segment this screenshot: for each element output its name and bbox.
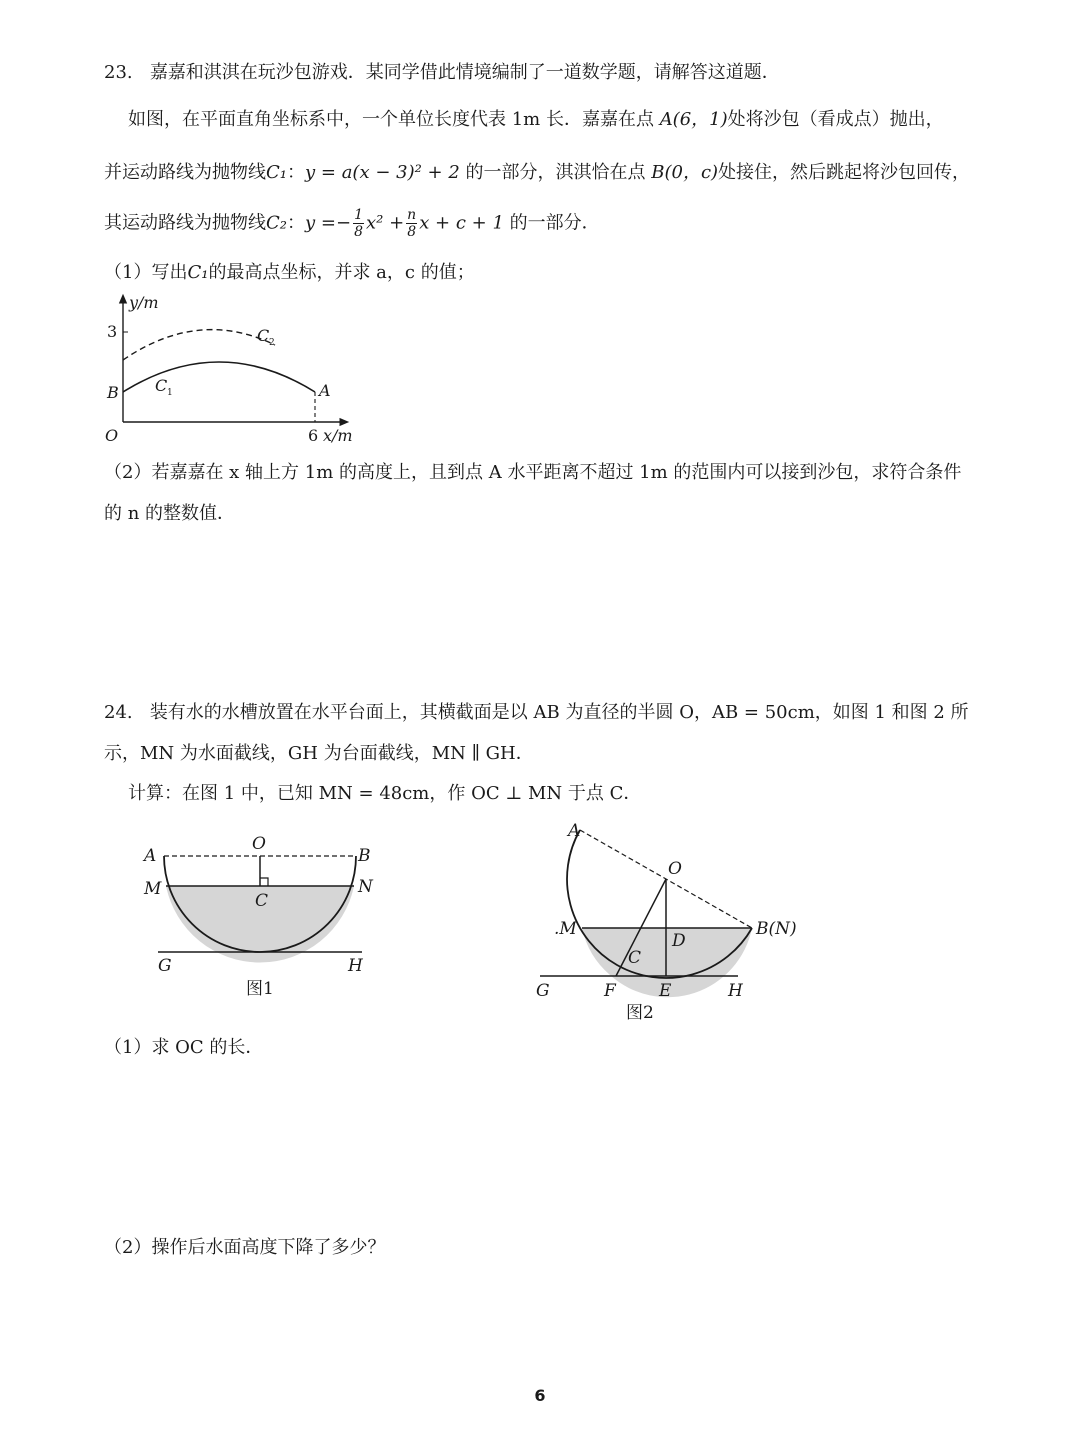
point-b-label: B bbox=[107, 383, 119, 402]
q24-number: 24. bbox=[104, 702, 133, 723]
fig2-label-m: .M bbox=[554, 919, 577, 939]
fig1-label-b: B bbox=[358, 846, 371, 866]
q23-intro: 嘉嘉和淇淇在玩沙包游戏．某同学借此情境编制了一道数学题，请解答这道题． bbox=[149, 62, 780, 83]
q23-part1 bbox=[104, 264, 475, 282]
fig1-label-a: A bbox=[144, 846, 157, 866]
fig1-right-angle bbox=[260, 878, 268, 886]
page-number: 6 bbox=[534, 1386, 546, 1405]
q24-part1: （1）求 OC 的长． bbox=[104, 1037, 264, 1058]
q23-part1-pre: （1）写出 bbox=[104, 262, 188, 283]
fig1-label-n: N bbox=[358, 877, 373, 897]
q23-equation-1: y = a(x − 3)² + 2 bbox=[305, 162, 460, 183]
q24-part2: （2）操作后水面高度下降了多少？ bbox=[104, 1237, 386, 1258]
parabola-graph bbox=[95, 292, 365, 452]
fraction-1-numerator: 1 bbox=[354, 207, 363, 223]
parabola-c1 bbox=[123, 362, 315, 392]
c2-subscript: 2 bbox=[269, 338, 275, 348]
q24-line3: 计算：在图 1 中，已知 MN = 48cm，作 OC ⊥ MN 于点 C． bbox=[128, 783, 642, 804]
parabola-c2 bbox=[123, 330, 275, 360]
y-tick-label: 3 bbox=[107, 322, 118, 341]
fig1-label-c: C bbox=[255, 891, 269, 911]
q23-line2-post: 处接住，然后跳起将沙包回传， bbox=[718, 162, 971, 183]
q23-c1: C₁ bbox=[266, 162, 287, 183]
figure-1 bbox=[140, 828, 380, 1008]
fig2-caption: 图2 bbox=[626, 1003, 654, 1023]
q23-number: 23. bbox=[104, 62, 133, 83]
q23-eq2-part-c: x + c + 1 bbox=[419, 212, 504, 234]
fig1-label-m: M bbox=[144, 879, 162, 899]
q23-line1 bbox=[128, 111, 944, 129]
q23-part1-c1: C₁ bbox=[187, 262, 209, 283]
q23-intro-line bbox=[104, 64, 780, 82]
q23-line1-pre: 如图，在平面直角坐标系中，一个单位长度代表 1m 长．嘉嘉在点 bbox=[128, 109, 660, 130]
fraction-1-denominator: 8 bbox=[354, 224, 363, 240]
fig2-label-c: C bbox=[628, 948, 642, 968]
fraction-n-eighth bbox=[406, 208, 417, 239]
q23-eq2-part-b: x² + bbox=[365, 212, 405, 234]
q23-point-a: A(6，1) bbox=[659, 109, 728, 130]
c1-label: C bbox=[155, 376, 168, 395]
q23-line1-post: 处将沙包（看成点）抛出， bbox=[727, 109, 944, 130]
x-axis-label: x/m bbox=[323, 426, 353, 445]
figure-2 bbox=[526, 816, 816, 1028]
x-tick-label: 6 bbox=[308, 426, 319, 445]
q23-part1-post: 的最高点坐标，并求 a，c 的值； bbox=[208, 262, 475, 283]
fig1-caption: 图1 bbox=[246, 979, 274, 999]
fraction-one-eighth bbox=[353, 208, 364, 239]
origin-label: O bbox=[105, 426, 119, 445]
q23-line3 bbox=[104, 208, 600, 239]
q24-line1 bbox=[104, 704, 969, 722]
fig1-label-g: G bbox=[158, 956, 172, 976]
q23-line2 bbox=[104, 164, 970, 182]
q23-c2: C₂ bbox=[266, 212, 287, 234]
q23-line3-post: 的一部分． bbox=[503, 212, 600, 234]
q23-line3-pre: 其运动路线为抛物线 bbox=[104, 212, 266, 234]
fig1-label-h: H bbox=[348, 956, 363, 976]
fraction-2-numerator: n bbox=[407, 207, 417, 223]
y-axis-label: y/m bbox=[129, 293, 159, 312]
q23-line2-colon: ： bbox=[287, 162, 305, 183]
fig2-label-a: A bbox=[568, 821, 581, 841]
fig2-label-d: D bbox=[672, 931, 686, 951]
q23-point-b: B(0，c) bbox=[651, 162, 719, 183]
fig2-label-g: G bbox=[536, 981, 550, 1001]
q23-part2-line2: 的 n 的整数值． bbox=[104, 503, 236, 524]
fig2-label-o: O bbox=[668, 859, 682, 879]
fig1-label-o: O bbox=[252, 834, 266, 854]
fig2-label-h: H bbox=[728, 981, 743, 1001]
fraction-2-denominator: 8 bbox=[407, 224, 417, 240]
q23-eq2-part-a: y =− bbox=[305, 212, 352, 234]
q23-line3-colon: ： bbox=[287, 212, 305, 234]
c2-label: C bbox=[257, 326, 270, 345]
q24-line2: 示，MN 为水面截线，GH 为台面截线，MN ∥ GH． bbox=[104, 743, 534, 764]
fig2-label-f: F bbox=[604, 981, 616, 1001]
fig2-label-e: E bbox=[659, 981, 672, 1001]
q23-part2-line1: （2）若嘉嘉在 x 轴上方 1m 的高度上，且到点 A 水平距离不超过 1m 的范围内可以接到沙包，求符合条件 bbox=[104, 462, 962, 483]
fig2-label-bn: B(N) bbox=[756, 919, 797, 939]
q23-line2-pre: 并运动路线为抛物线 bbox=[104, 162, 266, 183]
q24-line1-text: 装有水的水槽放置在水平台面上，其横截面是以 AB 为直径的半圆 O，AB = 50cm，如图 1 和图 2 所 bbox=[149, 702, 969, 723]
q23-line2-mid: 的一部分，淇淇恰在点 bbox=[459, 162, 652, 183]
point-a-label: A bbox=[319, 381, 331, 400]
c1-subscript: 1 bbox=[167, 388, 173, 398]
